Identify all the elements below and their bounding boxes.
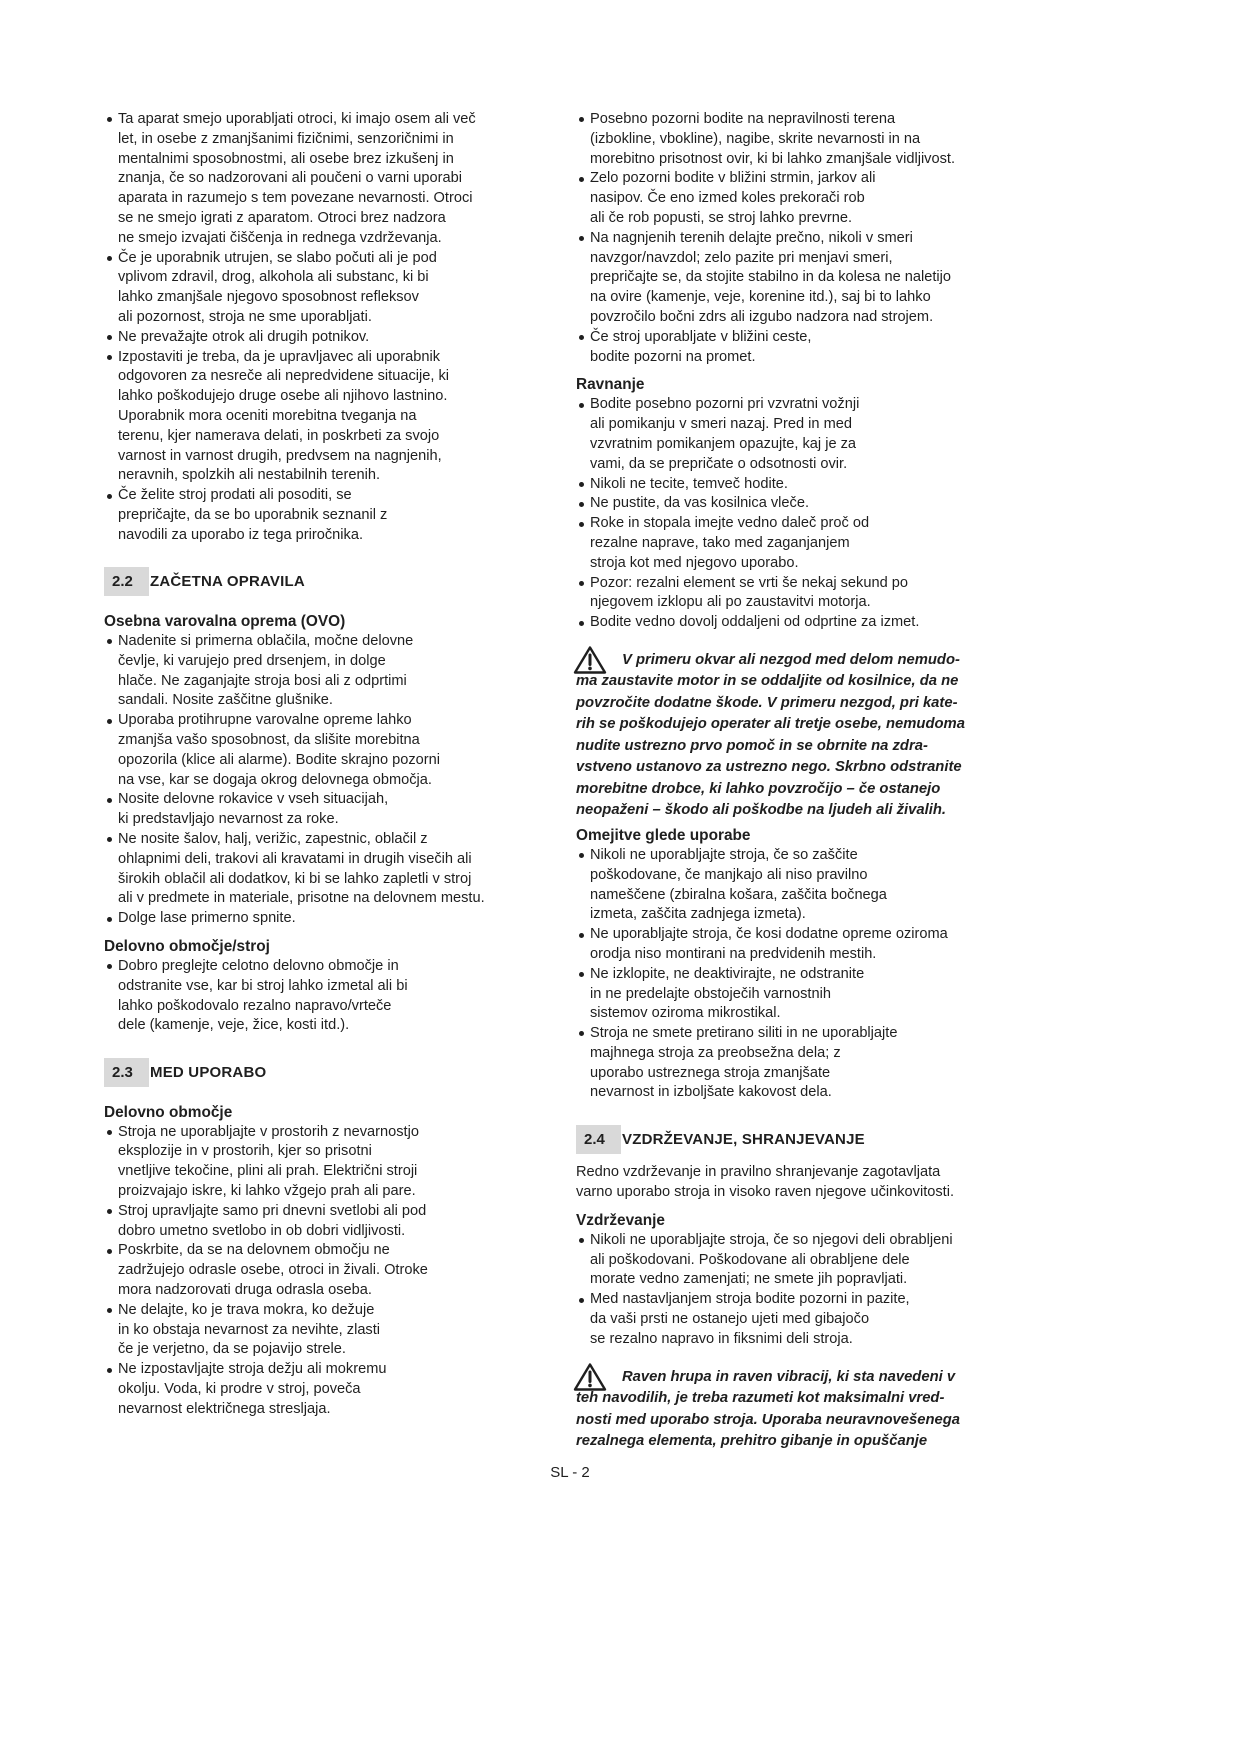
text-line: morebitne drobce, ki lahko povzročijo – če ostanejo <box>576 780 941 797</box>
bullet-item <box>576 395 1046 474</box>
text-line: znanja, če so nadzorovani ali poučeni o varni uporabi <box>118 170 462 187</box>
text-line: Redno vzdrževanje in pravilno shranjevanje zagotavljata <box>576 1164 941 1181</box>
text-line: poškodovane, če manjkajo ali niso pravilno <box>590 866 868 883</box>
text-line: Nadenite si primerna oblačila, močne delovne <box>118 633 414 650</box>
text-line: morebitno prisotnost ovir, ki bi lahko zmanjšale vidljivost. <box>590 150 956 167</box>
bullet-item <box>576 475 1046 495</box>
left-column <box>104 110 574 1420</box>
bullet-icon <box>579 933 584 938</box>
warning-note <box>576 650 1046 822</box>
text-line: neravnih, spolzkih ali nestabilnih terenih. <box>118 467 381 484</box>
text-line: njegovem izklopu ali po zaustavitvi motorja. <box>590 594 871 611</box>
text-line: izmeta, zaščita zadnjega izmeta). <box>590 906 806 923</box>
text-line: Pozor: rezalni element se vrti še nekaj sekund po <box>590 574 908 591</box>
text-line: Ne prevažajte otrok ali drugih potnikov. <box>118 328 370 345</box>
text-line: nevarnost in izboljšate kakovost dela. <box>590 1084 832 1101</box>
bullet-item <box>104 909 574 929</box>
subheading: Omejitve glede uporabe <box>576 826 751 844</box>
section-number: 2.3 <box>104 1058 149 1087</box>
bullet-icon <box>107 837 112 842</box>
bullet-item <box>576 1024 1046 1103</box>
text-line: nosti med uporabo stroja. Uporaba neuravnovešenega <box>576 1411 960 1428</box>
bullet-icon <box>107 639 112 644</box>
text-line: Izpostaviti je treba, da je upravljavec ali uporabnik <box>118 348 441 365</box>
text-line: dele (kamenje, veje, žice, kosti itd.). <box>118 1017 350 1034</box>
text-line: hlače. Ne zaganjajte stroja bosi ali z odprtimi <box>118 672 407 689</box>
section-number: 2.4 <box>576 1125 621 1154</box>
bullet-icon <box>107 917 112 922</box>
bullet-item <box>576 514 1046 573</box>
page-number: SL - 2 <box>550 1464 590 1481</box>
bullet-item <box>576 1290 1046 1349</box>
text-line: ali v predmete in materiale, prisotne na delovnem mestu. <box>118 890 485 907</box>
text-line: Uporabnik mora oceniti morebitna tveganja na <box>118 407 417 424</box>
bullet-icon <box>107 355 112 360</box>
bullet-icon <box>579 853 584 858</box>
bullet-icon <box>579 117 584 122</box>
text-line: Poskrbite, da se na delovnem območju ne <box>118 1242 390 1259</box>
text-line: nameščene (zbiralna košara, zaščita bočnega <box>590 886 887 903</box>
text-line: Ne izklopite, ne deaktivirajte, ne odstranite <box>590 965 865 982</box>
bullet-item <box>576 169 1046 228</box>
text-line: ali pomikanju v smeri nazaj. Pred in med <box>590 416 852 433</box>
text-line: orodja niso montirani na predvidenih mestih. <box>590 945 877 962</box>
text-line: vnetljive tekočine, plini ali prah. Električni stroji <box>118 1163 418 1180</box>
text-line: teh navodilih, je treba razumeti kot maksimalni vred- <box>576 1390 945 1407</box>
text-line: prepričajte se, da stojite stabilno in da kolesa ne naletijo <box>590 269 952 286</box>
section-header <box>104 1058 574 1087</box>
bullet-item <box>104 790 574 830</box>
warning-note <box>576 1367 1046 1453</box>
bullet-item <box>104 632 574 711</box>
section-title: ZAČETNA OPRAVILA <box>150 573 305 591</box>
bullet-item <box>104 328 574 348</box>
text-line: lahko zmanjšale njegovo sposobnost refleksov <box>118 289 419 306</box>
bullet-item <box>576 229 1046 328</box>
section-number: 2.2 <box>104 567 149 596</box>
text-line: Med nastavljanjem stroja bodite pozorni in pazite, <box>590 1291 910 1308</box>
text-line: Ne delajte, ko je trava mokra, ko dežuje <box>118 1301 375 1318</box>
text-line: in ko obstaja nevarnost za nevihte, zlasti <box>118 1321 381 1338</box>
text-line: Če stroj uporabljate v bližini ceste, <box>590 328 812 345</box>
text-line: terenu, kjer namerava delati, in poskrbeti za svojo <box>118 427 440 444</box>
text-line: Raven hrupa in raven vibracij, ki sta navedeni v <box>622 1368 956 1385</box>
text-line: na vse, kar se dogaja okrog delovnega območja. <box>118 771 432 788</box>
bullet-icon <box>107 1249 112 1254</box>
text-line: čevlje, ki varujejo pred drsenjem, in dolge <box>118 652 386 669</box>
text-line: V primeru okvar ali nezgod med delom nemudo- <box>622 651 960 668</box>
bullet-icon <box>107 1368 112 1373</box>
text-line: ki predstavljajo nevarnost za roke. <box>118 811 339 828</box>
text-line: rih se poškodujejo operater ali tretje osebe, nemudoma <box>576 716 965 733</box>
bullet-icon <box>107 964 112 969</box>
bullet-icon <box>107 335 112 340</box>
bullet-item <box>104 830 574 909</box>
bullet-item <box>576 328 1046 368</box>
bullet-icon <box>107 1130 112 1135</box>
text-line: dobro umetno svetlobo in ob dobri vidljivosti. <box>118 1222 406 1239</box>
bullet-item <box>576 494 1046 514</box>
text-line: povzročilo bočni zdrs ali izgubo nadzora nad strojem. <box>590 308 934 325</box>
bullet-icon <box>579 177 584 182</box>
text-line: nevarnost električnega stresljaja. <box>118 1400 331 1417</box>
bullet-item <box>576 613 1046 633</box>
text-line: rezalnega elementa, prehitro gibanje in opuščanje <box>576 1433 928 1450</box>
text-line: Ne pustite, da vas kosilnica vleče. <box>590 495 810 512</box>
text-line: povzročite dodatne škode. V primeru nezgod, pri kate- <box>576 694 958 711</box>
paragraph <box>576 1163 1046 1203</box>
text-line: nudite ustrezno prvo pomoč in se obrnite na zdra- <box>576 737 928 754</box>
bullet-icon <box>107 719 112 724</box>
text-line: odstranite vse, kar bi stroj lahko izmetal ali bi <box>118 977 408 994</box>
text-line: Roke in stopala imejte vedno daleč proč od <box>590 515 870 532</box>
text-line: varno uporabo stroja in visoko raven njegove učinkovitosti. <box>576 1184 955 1201</box>
bullet-icon <box>579 522 584 527</box>
text-line: Ne izpostavljajte stroja dežju ali mokremu <box>118 1361 387 1378</box>
text-line: Če je uporabnik utrujen, se slabo počuti ali je pod <box>118 249 437 266</box>
text-line: vstveno ustanovo za ustrezno nego. Skrbno odstranite <box>576 759 962 776</box>
text-line: aparata in razumejo s tem povezane nevarnosti. Otroci <box>118 190 473 207</box>
text-line: lahko poškodovalo rezalno napravo/vrteče <box>118 997 392 1014</box>
bullet-item <box>104 348 574 487</box>
text-line: Če želite stroj prodati ali posoditi, se <box>118 487 352 504</box>
text-line: navodili za uporabo iz tega priročnika. <box>118 526 363 543</box>
text-line: Bodite posebno pozorni pri vzvratni vožnji <box>590 396 860 413</box>
text-line: Stroja ne smete pretirano siliti in ne uporabljajte <box>590 1025 898 1042</box>
text-line: nasipov. Če eno izmed koles prekorači rob <box>590 190 865 207</box>
text-line: navzgor/navzdol; zelo pazite pri menjavi smeri, <box>590 249 893 266</box>
bullet-icon <box>579 482 584 487</box>
bullet-icon <box>579 581 584 586</box>
text-line: mentalnimi sposobnostmi, ali osebe brez izkušenj in <box>118 150 454 167</box>
text-line: Uporaba protihrupne varovalne opreme lahko <box>118 712 412 729</box>
bullet-icon <box>107 256 112 261</box>
text-line: neopaženi – škodo ali poškodbe na ljudeh ali živalih. <box>576 802 947 819</box>
warning-triangle-icon <box>573 645 607 675</box>
text-line: Stroj upravljajte samo pri dnevni svetlobi ali pod <box>118 1202 427 1219</box>
warning-triangle-icon <box>573 1362 607 1392</box>
text-line: vzvratnim pomikanjem opazujte, kaj je za <box>590 435 857 452</box>
section-title: MED UPORABO <box>150 1063 267 1081</box>
bullet-item <box>576 1231 1046 1290</box>
text-line: ma zaustavite motor in se oddaljite od kosilnice, da ne <box>576 673 959 690</box>
bullet-icon <box>579 1031 584 1036</box>
bullet-item <box>104 486 574 545</box>
bullet-icon <box>107 494 112 499</box>
bullet-item <box>104 249 574 328</box>
text-line: ali pozornost, stroja ne sme uporabljati. <box>118 308 372 325</box>
bullet-icon <box>579 621 584 626</box>
text-line: da vaši prsti ne ostanejo ujeti med gibajočo <box>590 1311 870 1328</box>
text-line: sandali. Nosite zaščitne glušnike. <box>118 692 333 709</box>
subheading: Ravnanje <box>576 376 645 394</box>
text-line: eksplozije in v prostorih, kjer so prisotni <box>118 1143 372 1160</box>
bullet-item <box>104 110 574 249</box>
bullet-icon <box>579 335 584 340</box>
bullet-item <box>104 1241 574 1300</box>
bullet-item <box>576 846 1046 925</box>
subheading: Vzdrževanje <box>576 1211 665 1229</box>
text-line: Ne uporabljajte stroja, če kosi dodatne opreme oziroma <box>590 926 948 943</box>
text-line: Ne nosite šalov, halj, verižic, zapestnic, oblačil z <box>118 831 428 847</box>
text-line: mora nadzorovati druga odrasla oseba. <box>118 1282 372 1299</box>
bullet-item <box>104 1301 574 1360</box>
right-column <box>576 110 1046 1453</box>
bullet-item <box>576 965 1046 1024</box>
text-line: uporabo ustreznega stroja zmanjšate <box>590 1064 831 1081</box>
text-line: ali poškodovani. Poškodovane ali obrabljene dele <box>590 1251 910 1268</box>
bullet-icon <box>579 403 584 408</box>
text-line: okolju. Voda, ki prodre v stroj, poveča <box>118 1381 361 1398</box>
text-line: Nikoli ne tecite, temveč hodite. <box>590 475 788 492</box>
text-line: Stroja ne uporabljajte v prostorih z nevarnostjo <box>118 1123 419 1140</box>
text-line: širokih oblačil ali dodatkov, ki bi se lahko zapletli v stroj <box>118 870 472 887</box>
bullet-icon <box>579 972 584 977</box>
bullet-item <box>104 711 574 790</box>
text-line: majhnega stroja za preobsežna dela; z <box>590 1044 841 1061</box>
text-line: Dobro preglejte celotno delovno območje in <box>118 957 399 974</box>
bullet-icon <box>579 1298 584 1303</box>
text-line: ne smejo izvajati čiščenja in rednega vzdrževanja. <box>118 229 442 246</box>
text-line: odgovoren za nesreče ali nepredvidene situacije, ki <box>118 368 449 385</box>
text-line: rezalne naprave, tako med zaganjanjem <box>590 534 850 551</box>
subheading: Delovno območje <box>104 1103 233 1121</box>
text-line: (izbokline, vbokline), nagibe, skrite nevarnosti in na <box>590 130 921 147</box>
bullet-item <box>104 1360 574 1419</box>
text-line: morate vedno zamenjati; ne smete jih popravljati. <box>590 1271 908 1288</box>
text-line: Nikoli ne uporabljajte stroja, če so njegovi deli obrabljeni <box>590 1231 953 1248</box>
bullet-icon <box>107 798 112 803</box>
text-line: varnost in varnost drugih, predvsem na nagnjenih, <box>118 447 442 464</box>
text-line: let, in osebe z zmanjšanimi fizičnimi, senzoričnimi in <box>118 130 454 147</box>
text-line: Bodite vedno dovolj oddaljeni od odprtine za izmet. <box>590 614 920 631</box>
bullet-item <box>104 957 574 1036</box>
subheading: Delovno območje/stroj <box>104 937 270 955</box>
bullet-icon <box>107 1308 112 1313</box>
text-line: se ne smejo igrati z aparatom. Otroci brez nadzora <box>118 209 446 226</box>
bullet-icon <box>107 117 112 122</box>
text-line: prepričajte, da se bo uporabnik seznanil z <box>118 506 388 523</box>
text-line: se rezalno napravo in fiksnimi deli stroja. <box>590 1330 853 1347</box>
text-line: in ne predelajte obstoječih varnostnih <box>590 985 831 1002</box>
text-line: sistemov oziroma mikrostikal. <box>590 1005 781 1022</box>
bullet-icon <box>107 1209 112 1214</box>
text-line: ali če rob popusti, se stroj lahko prevrne. <box>590 209 853 226</box>
bullet-item <box>104 1123 574 1202</box>
text-line: na ovire (kamenje, veje, korenine itd.), saj bi to lahko <box>590 289 931 306</box>
text-line: če je verjetno, da se pojavijo strele. <box>118 1341 346 1358</box>
text-line: bodite pozorni na promet. <box>590 348 756 365</box>
bullet-item <box>576 574 1046 614</box>
text-line: vplivom zdravil, drog, alkohola ali substanc, ki bi <box>118 269 429 286</box>
text-line: Ta aparat smejo uporabljati otroci, ki imajo osem ali več <box>118 111 476 127</box>
text-line: proizvajajo iskre, ki lahko vžgejo prah ali pare. <box>118 1183 416 1200</box>
subheading: Osebna varovalna oprema (OVO) <box>104 613 346 631</box>
bullet-icon <box>579 1238 584 1243</box>
section-title: VZDRŽEVANJE, SHRANJEVANJE <box>622 1130 865 1148</box>
text-line: Nosite delovne rokavice v vseh situacijah, <box>118 791 389 808</box>
bullet-icon <box>579 502 584 507</box>
text-line: Nikoli ne uporabljajte stroja, če so zaščite <box>590 846 858 863</box>
text-line: zadržujejo odrasle osebe, otroci in živali. Otroke <box>118 1262 428 1279</box>
text-line: stroja kot med njegovo uporabo. <box>590 554 799 571</box>
text-line: ohlapnimi deli, trakovi ali kravatami in drugih visečih ali <box>118 850 472 867</box>
text-line: lahko poškodujejo druge osebe ali njihovo lastnino. <box>118 388 448 405</box>
section-header <box>104 567 574 596</box>
text-line: Na nagnjenih terenih delajte prečno, nikoli v smeri <box>590 229 913 246</box>
text-line: vami, da se prepričate o odsotnosti ovir. <box>590 455 848 472</box>
bullet-item <box>576 925 1046 965</box>
text-line: Posebno pozorni bodite na nepravilnosti terena <box>590 111 896 127</box>
text-line: opozorila (klice ali alarme). Bodite skrajno pozorni <box>118 751 441 768</box>
section-header <box>576 1125 1046 1154</box>
text-line: Dolge lase primerno spnite. <box>118 910 296 927</box>
bullet-item <box>104 1202 574 1242</box>
text-line: zmanjša vašo sposobnost, da slišite morebitna <box>118 732 420 749</box>
bullet-icon <box>579 236 584 241</box>
text-line: Zelo pozorni bodite v bližini strmin, jarkov ali <box>590 170 876 187</box>
bullet-item <box>576 110 1046 169</box>
